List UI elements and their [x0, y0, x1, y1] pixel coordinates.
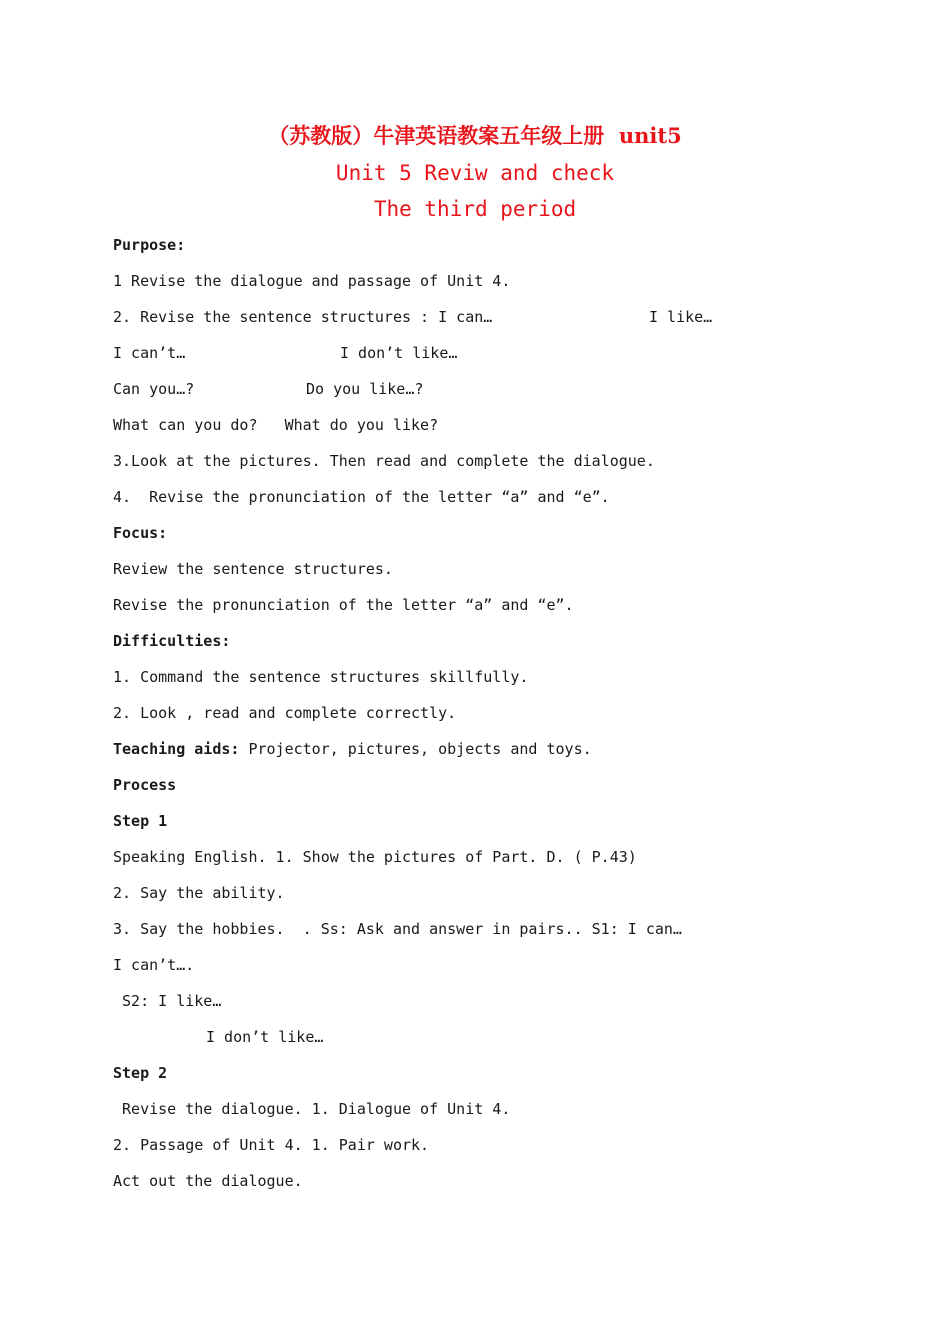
- teaching-aids: [113, 738, 592, 760]
- purpose-item-2-extra: I like…: [649, 308, 713, 326]
- structure-do-you-like: Do you like…?: [306, 380, 424, 398]
- difficulties-heading: Difficulties:: [113, 632, 231, 650]
- step-1-line-3: 3. Say the hobbies. . Ss: Ask and answer in pairs.. S1: I can…: [113, 920, 682, 938]
- structure-can-you: Can you…?: [113, 380, 195, 398]
- step-1-line-6: I don’t like…: [206, 1028, 324, 1046]
- difficulty-item-2: 2. Look , read and complete correctly.: [113, 704, 457, 722]
- step-2-line-2: 2. Passage of Unit 4. 1. Pair work.: [113, 1136, 430, 1154]
- step-1-line-5: S2: I like…: [113, 992, 222, 1010]
- focus-heading: Focus:: [113, 524, 168, 542]
- step-1-line-2: 2. Say the ability.: [113, 884, 285, 902]
- focus-item-2: Revise the pronunciation of the letter “a” and “e”.: [113, 596, 574, 614]
- purpose-heading: Purpose:: [113, 236, 186, 254]
- title-chinese: （苏教版）牛津英语教案五年级上册 unit5: [268, 123, 682, 148]
- purpose-item-3: 3.Look at the pictures. Then read and complete the dialogue.: [113, 452, 655, 470]
- purpose-item-2: 2. Revise the sentence structures : I can…: [113, 308, 493, 326]
- step-2-line-1: Revise the dialogue. 1. Dialogue of Unit 4.: [113, 1100, 511, 1118]
- teaching-aids-label: Teaching aids:: [113, 740, 240, 758]
- teaching-aids-value: Projector, pictures, objects and toys.: [239, 740, 592, 758]
- purpose-item-1: 1 Revise the dialogue and passage of Unit 4.: [113, 272, 511, 290]
- step-1-heading: Step 1: [113, 812, 168, 830]
- focus-item-1: Review the sentence structures.: [113, 560, 393, 578]
- structure-dont-like: I don’t like…: [340, 344, 458, 362]
- title-unit: Unit 5 Reviw and check: [335, 161, 615, 185]
- purpose-item-4: 4. Revise the pronunciation of the letter “a” and “e”.: [113, 488, 610, 506]
- step-2-heading: Step 2: [113, 1064, 168, 1082]
- difficulty-item-1: 1. Command the sentence structures skillfully.: [113, 668, 529, 686]
- title-period: The third period: [373, 197, 577, 221]
- structure-what: What can you do? What do you like?: [113, 416, 439, 434]
- step-2-line-3: Act out the dialogue.: [113, 1172, 303, 1190]
- structure-cant: I can’t…: [113, 344, 186, 362]
- process-heading: Process: [113, 776, 177, 794]
- step-1-line-4: I can’t….: [113, 956, 195, 974]
- step-1-line-1: Speaking English. 1. Show the pictures of Part. D. ( P.43): [113, 848, 637, 866]
